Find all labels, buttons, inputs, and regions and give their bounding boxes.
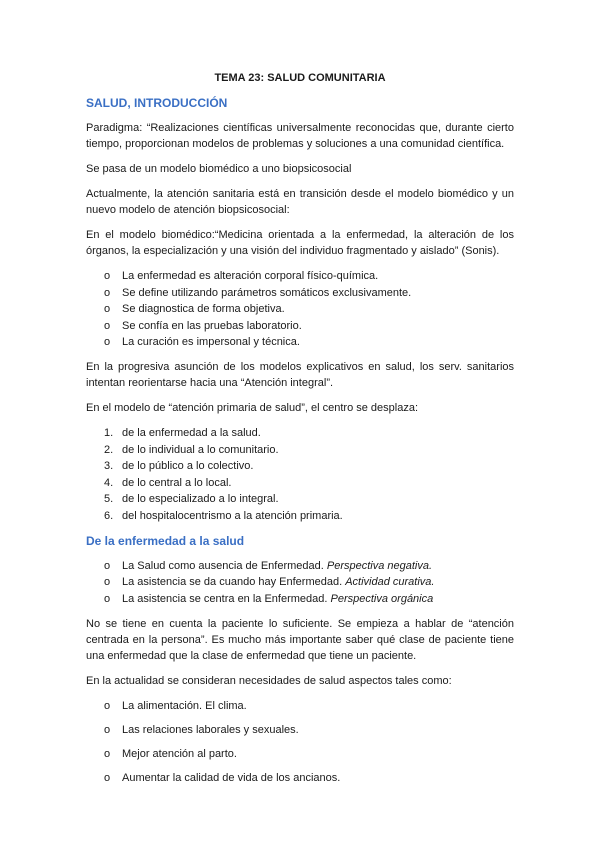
bullet-marker: o xyxy=(104,303,111,315)
document-title: TEMA 23: SALUD COMUNITARIA xyxy=(214,72,386,84)
list-item: o La curación es impersonal y técnica. xyxy=(86,334,514,350)
bullet-marker: o xyxy=(104,319,111,332)
bullet-marker: o xyxy=(104,771,111,784)
section-heading-enfermedad-salud: De la enfermedad a la salud xyxy=(86,533,245,548)
perspective-list xyxy=(86,558,514,607)
document-page xyxy=(86,70,514,795)
list-item: o Aumentar la calidad de vida de los ancianos. xyxy=(86,770,514,786)
paragraph-atencion-persona: No se tiene en cuenta la paciente lo suficiente. Se empieza a hablar de “atención centrada en la persona”. Es mucho más importante saber qué clase de paciente tiene una enfermedad que la clase de enfermedad que tiene un paciente. xyxy=(86,617,514,662)
paragraph-modelo: Se pasa de un modelo biomédico a uno biopsicosocial xyxy=(86,163,352,175)
bullet-marker: o xyxy=(104,576,111,588)
paragraph-biomedico: En el modelo biomédico:“Medicina orientada a la enfermedad, la alteración de los órganos, la especialización y una visión del individuo fragmentado y aislado” (Sonis). xyxy=(86,229,514,257)
bullet-marker: o xyxy=(104,699,111,712)
list-item: o Se confía en las pruebas laboratorio. xyxy=(86,318,514,334)
needs-list xyxy=(86,698,514,786)
bullet-marker: o xyxy=(104,592,111,605)
bullet-marker: o xyxy=(104,286,111,299)
bullet-marker: o xyxy=(104,559,111,572)
list-item: o Las relaciones laborales y sexuales. xyxy=(86,722,514,738)
list-number: 2. xyxy=(104,443,114,456)
list-item: o La asistencia se centra en la Enfermedad. Perspectiva orgánica xyxy=(86,591,514,607)
bullet-marker: o xyxy=(104,747,111,760)
list-item: o Se define utilizando parámetros somáticos exclusivamente. xyxy=(86,285,514,301)
list-item: 5. de lo especializado a lo integral. xyxy=(86,491,514,507)
paragraph-necesidades: En la actualidad se consideran necesidades de salud aspectos tales como: xyxy=(86,674,452,687)
section-heading-introduccion: SALUD, INTRODUCCIÓN xyxy=(86,96,228,110)
shift-list xyxy=(86,425,514,524)
list-item: o La Salud como ausencia de Enfermedad. Perspectiva negativa. xyxy=(86,558,514,574)
list-item: 2. de lo individual a lo comunitario. xyxy=(86,442,514,458)
list-item: 6. del hospitalocentrismo a la atención primaria. xyxy=(86,508,514,524)
list-item: 1. de la enfermedad a la salud. xyxy=(86,425,514,441)
list-item: o La enfermedad es alteración corporal físico-química. xyxy=(86,268,514,284)
list-item: 4. de lo central a lo local. xyxy=(86,475,514,491)
list-number: 4. xyxy=(104,476,114,489)
paragraph-atencion-integral: En la progresiva asunción de los modelos explicativos en salud, los serv. sanitarios intentan reorientarse hacia una “Atención integral”. xyxy=(86,361,514,389)
list-item: o Mejor atención al parto. xyxy=(86,746,514,762)
list-item: o La asistencia se da cuando hay Enfermedad. Actividad curativa. xyxy=(86,574,514,590)
bullet-marker: o xyxy=(104,336,111,348)
paragraph-paradigma: Paradigma: “Realizaciones científicas universalmente reconocidas que, durante cierto tiempo, proporcionan modelos de problemas y soluciones a una comunidad científica. xyxy=(86,122,514,150)
list-number: 3. xyxy=(104,460,114,472)
list-item: 3. de lo público a lo colectivo. xyxy=(86,458,514,474)
biomedical-model-list xyxy=(86,268,514,350)
paragraph-atencion-primaria: En el modelo de “atención primaria de salud”, el centro se desplaza: xyxy=(86,402,419,414)
list-number: 6. xyxy=(104,509,114,522)
list-number: 5. xyxy=(104,493,114,505)
paragraph-transicion: Actualmente, la atención sanitaria está en transición desde el modelo biomédico y un nuevo modelo de atención biopsicosocial: xyxy=(86,188,514,216)
bullet-marker: o xyxy=(104,723,111,736)
list-item: o La alimentación. El clima. xyxy=(86,698,514,714)
bullet-marker: o xyxy=(104,270,111,282)
list-number: 1. xyxy=(104,427,114,439)
list-item: o Se diagnostica de forma objetiva. xyxy=(86,301,514,317)
